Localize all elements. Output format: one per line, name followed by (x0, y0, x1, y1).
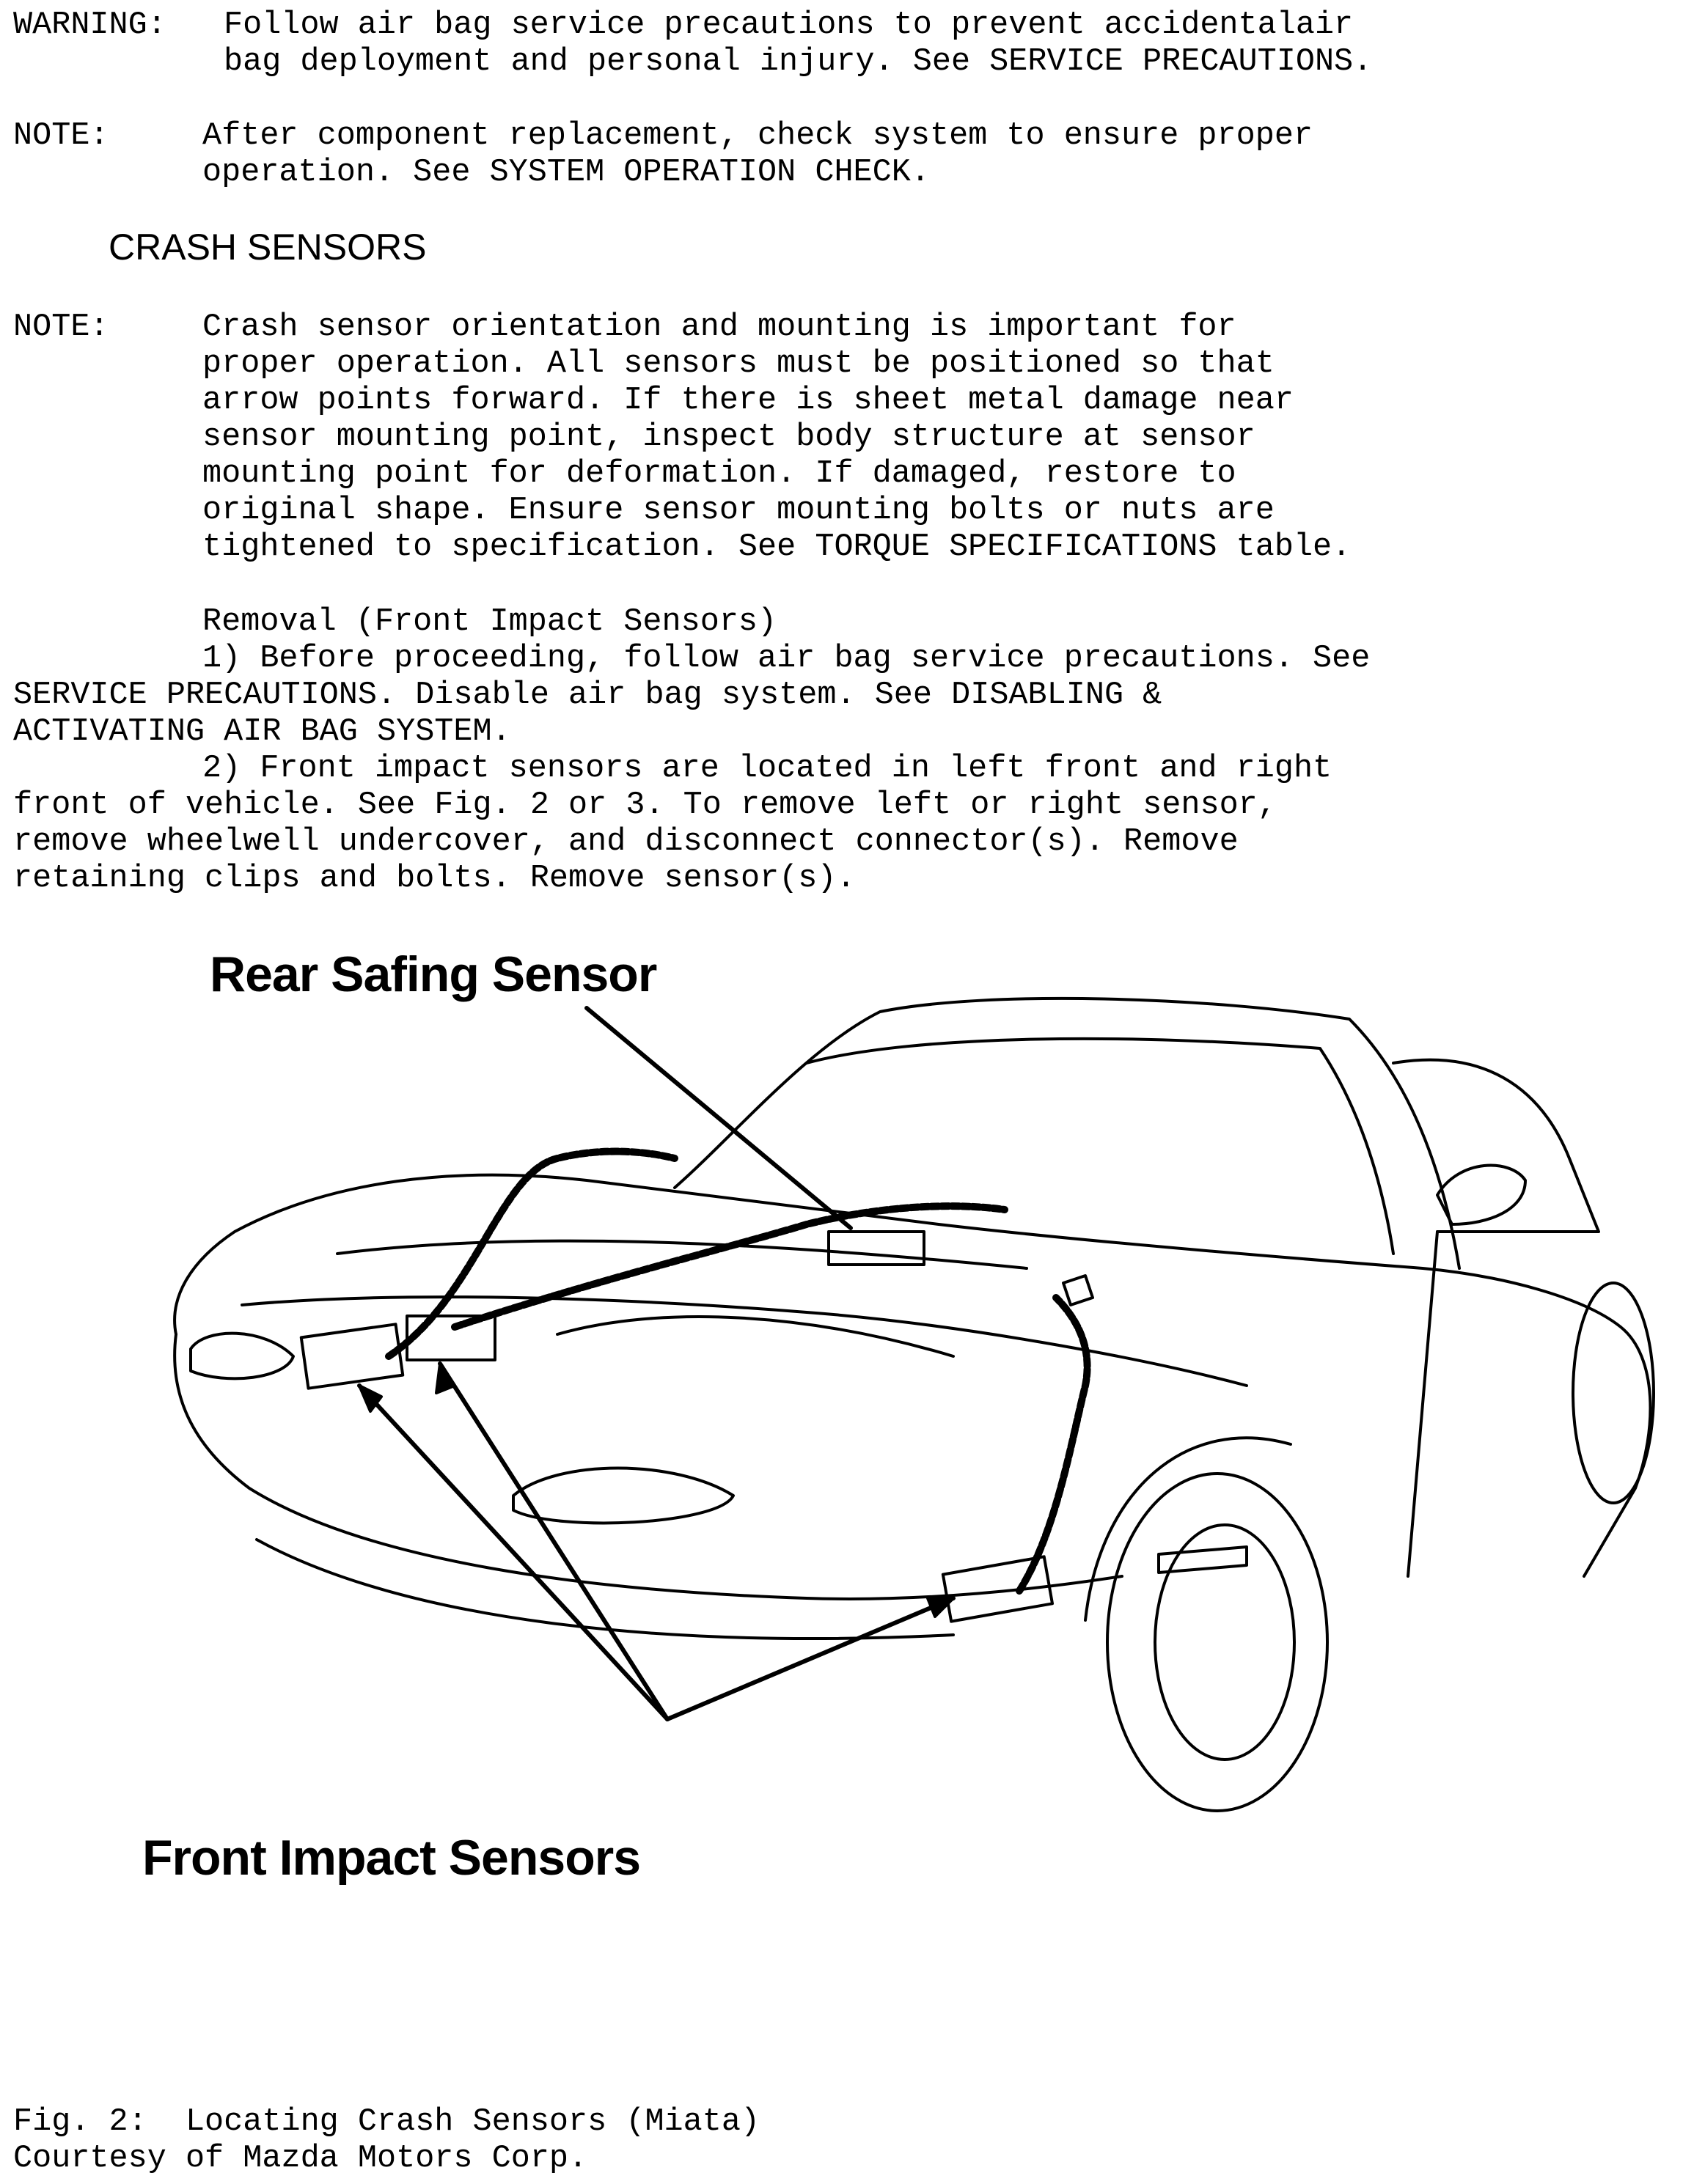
caption-line-1: Fig. 2: Locating Crash Sensors (Miata) (13, 2104, 760, 2140)
front-arrow-3 (667, 1598, 953, 1719)
car-line-drawing (147, 916, 1683, 1899)
step-2-line-1: 2) Front impact sensors are located in left front and right (202, 751, 1332, 787)
hood-line-1 (242, 1297, 1247, 1386)
note-1-line-2: operation. See SYSTEM OPERATION CHECK. (202, 155, 930, 191)
front-wheel-inner (1155, 1525, 1294, 1760)
note-1-label: NOTE: (13, 118, 109, 154)
note-2-line-5: mounting point for deformation. If damaged, restore to (202, 456, 1236, 492)
rear-safing-sensor-label: Rear Safing Sensor (210, 946, 657, 1002)
note-2-line-1: Crash sensor orientation and mounting is important for (202, 309, 1236, 345)
step-1-line-1: 1) Before proceeding, follow air bag service precautions. See (202, 641, 1371, 677)
section-title: CRASH SENSORS (109, 227, 427, 268)
front-grille (513, 1468, 733, 1523)
caption-line-2: Courtesy of Mazda Motors Corp. (13, 2141, 588, 2177)
note-1-line-1: After component replacement, check system to ensure proper (202, 118, 1313, 154)
step-1-line-3: ACTIVATING AIR BAG SYSTEM. (13, 714, 511, 750)
front-impact-sensors-label: Front Impact Sensors (142, 1830, 641, 1886)
hood-bulge (557, 1317, 953, 1356)
headlight (191, 1334, 293, 1379)
note-2-line-6: original shape. Ensure sensor mounting bolts or nuts are (202, 493, 1275, 529)
rear-safing-sensor (829, 1232, 924, 1265)
windshield-inner (807, 1039, 1393, 1254)
side-mirror (1437, 1166, 1525, 1224)
warning-label: WARNING: (13, 7, 166, 43)
note-2-line-7: tightened to specification. See TORQUE SPECIFICATIONS table. (202, 529, 1352, 565)
crash-sensor-figure (142, 916, 1683, 1899)
door-line (1408, 1232, 1437, 1576)
step-2-line-4: retaining clips and bolts. Remove sensor(s). (13, 861, 856, 897)
front-impact-sensor-center (407, 1316, 495, 1360)
note-2-label: NOTE: (13, 309, 109, 345)
wiring-harness-1 (389, 1152, 675, 1356)
note-2-line-3: arrow points forward. If there is sheet metal damage near (202, 383, 1294, 419)
front-arrow-2 (440, 1364, 667, 1719)
step-1-line-2: SERVICE PRECAUTIONS. Disable air bag system. See DISABLING & (13, 677, 1162, 713)
front-arrow-1 (359, 1386, 667, 1719)
side-window (1393, 1060, 1599, 1232)
connector-clip (1063, 1276, 1093, 1305)
front-wheel-arch (1085, 1438, 1291, 1620)
removal-title: Removal (Front Impact Sensors) (202, 604, 777, 640)
warning-line-1: Follow air bag service precautions to prevent accidentalair (224, 7, 1354, 43)
car-lower-front (175, 1334, 1122, 1599)
rear-wheel (1573, 1283, 1654, 1503)
rear-sensor-leader (587, 1008, 851, 1228)
wiring-harness-2 (455, 1206, 1005, 1327)
note-2-line-4: sensor mounting point, inspect body structure at sensor (202, 419, 1255, 455)
step-2-line-2: front of vehicle. See Fig. 2 or 3. To remove left or right sensor, (13, 787, 1277, 823)
note-2-line-2: proper operation. All sensors must be positioned so that (202, 346, 1275, 382)
warning-line-2: bag deployment and personal injury. See SERVICE PRECAUTIONS. (224, 44, 1373, 80)
step-2-line-3: remove wheelwell undercover, and disconnect connector(s). Remove (13, 824, 1239, 860)
